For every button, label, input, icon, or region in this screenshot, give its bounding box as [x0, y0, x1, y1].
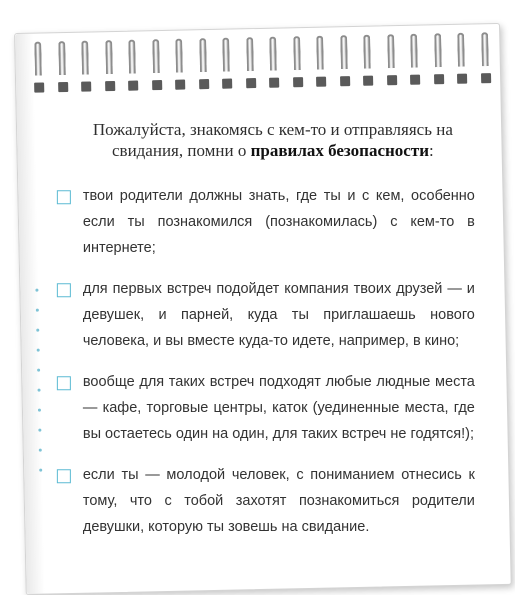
spiral-ring [433, 33, 444, 85]
spiral-ring [127, 40, 138, 92]
spiral-hole [199, 79, 209, 89]
spiral-hole [387, 75, 397, 85]
spiral-wire [58, 41, 66, 75]
spiral-hole [152, 80, 162, 90]
spiral-ring [456, 33, 467, 85]
spiral-wire [34, 42, 42, 76]
spiral-hole [293, 77, 303, 87]
spiral-ring [151, 39, 162, 91]
spiral-wire [81, 41, 89, 75]
rule-item [57, 369, 475, 447]
spiral-wire [293, 36, 301, 70]
notebook-page [14, 23, 512, 595]
spiral-ring [315, 36, 326, 88]
spiral-wire [105, 40, 113, 74]
spiral-wire [175, 39, 183, 73]
intro-end: : [429, 141, 434, 161]
spiral-ring [80, 40, 91, 92]
intro-text: Пожалуйста, знакомясь с кем-то и отправляясь на свидания, помни о [92, 120, 453, 161]
spiral-ring [386, 34, 397, 86]
margin-dot [39, 469, 42, 472]
spiral-hole [105, 81, 115, 91]
spiral-ring [362, 35, 373, 87]
margin-dot [39, 449, 42, 452]
spiral-hole [316, 77, 326, 87]
intro-emphasis: правилах безопасности [250, 141, 430, 161]
spiral-binding [33, 32, 509, 94]
spiral-hole [480, 73, 490, 83]
spiral-ring [480, 32, 491, 84]
margin-dot [35, 289, 38, 292]
spiral-wire [152, 39, 160, 73]
spiral-wire [410, 34, 418, 68]
intro-paragraph [71, 119, 475, 161]
spiral-hole [457, 74, 467, 84]
spiral-ring [245, 37, 256, 89]
checkbox-icon[interactable] [57, 283, 71, 297]
spiral-hole [269, 78, 279, 88]
spiral-ring [174, 39, 185, 91]
rule-text: для первых встреч подойдет компания твоих друзей — и девушек, и парней, куда ты приглашаешь нового человека, и вы вместе куда-то идете, например, в кино; [82, 281, 475, 350]
margin-dot [36, 309, 39, 312]
spiral-ring [104, 40, 115, 92]
checkbox-icon[interactable] [57, 190, 71, 204]
spiral-wire [387, 34, 395, 68]
margin-dot [37, 349, 40, 352]
rule-item [57, 183, 475, 261]
margin-dot [36, 329, 39, 332]
spiral-hole [175, 80, 185, 90]
spiral-ring [198, 38, 209, 90]
spiral-hole [58, 82, 68, 92]
margin-dot [38, 389, 41, 392]
page-content [57, 119, 475, 555]
spiral-hole [128, 81, 138, 91]
checkbox-icon[interactable] [57, 469, 71, 483]
spiral-hole [81, 81, 91, 91]
margin-dot [38, 409, 41, 412]
spiral-wire [128, 40, 136, 74]
spiral-ring [221, 38, 232, 90]
spiral-ring [33, 41, 44, 93]
spiral-wire [481, 32, 489, 66]
spiral-ring [57, 41, 68, 93]
spiral-wire [316, 36, 324, 70]
spiral-ring [292, 36, 303, 88]
margin-dot [38, 429, 41, 432]
spiral-hole [34, 82, 44, 92]
spiral-wire [363, 35, 371, 69]
spiral-wire [434, 33, 442, 67]
spiral-hole [340, 76, 350, 86]
rule-item [57, 276, 475, 354]
rule-text: вообще для таких встреч подходят любые людные места — кафе, торговые центры, каток (уединенные места, где вы остаетесь один на один, для таких встреч не годятся!); [82, 374, 475, 443]
spiral-ring [409, 34, 420, 86]
spiral-wire [246, 37, 254, 71]
spiral-wire [269, 37, 277, 71]
spiral-hole [363, 76, 373, 86]
spiral-hole [434, 74, 444, 84]
rule-text: если ты — молодой человек, с пониманием отнесись к тому, что с тобой захотят познакомиться родители девушки, которую ты зовешь на свидание. [82, 467, 475, 536]
page-shading [15, 34, 45, 594]
safety-rules-list [57, 183, 475, 540]
rule-item [57, 462, 475, 540]
spiral-ring [268, 37, 279, 89]
spiral-hole [246, 78, 256, 88]
rule-text: твои родители должны знать, где ты и с кем, особенно если ты познакомился (познакомилась) с кем-то в интернете; [82, 188, 475, 257]
checkbox-icon[interactable] [57, 376, 71, 390]
spiral-wire [457, 33, 465, 67]
spiral-hole [410, 75, 420, 85]
spiral-wire [222, 38, 230, 72]
spiral-hole [222, 79, 232, 89]
spiral-wire [340, 35, 348, 69]
spiral-wire [199, 38, 207, 72]
margin-dot [37, 369, 40, 372]
spiral-ring [339, 35, 350, 87]
